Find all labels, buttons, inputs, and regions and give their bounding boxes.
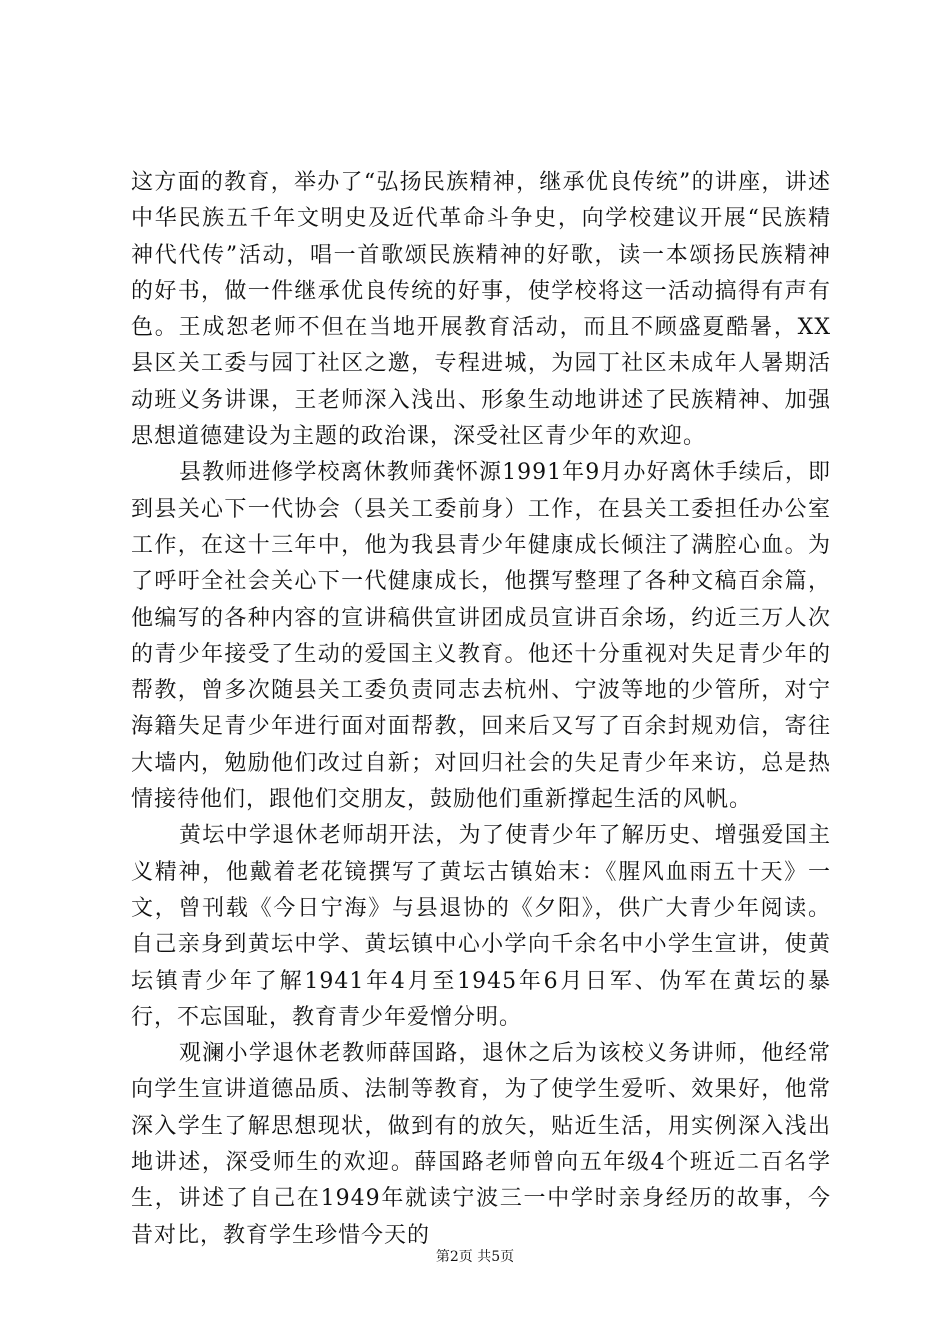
paragraph-4: 观澜小学退休老教师薛国路，退休之后为该校义务讲师，他经常向学生宣讲道德品质、法制等教育，为了使学生爱听、效果好，他常深入学生了解思想现状，做到有的放矢，贴近生活，用实例深入浅出地讲述，深受师生的欢迎。薛国路老师曾向五年级4个班近二百名学生，讲述了自己在1949年就读宁波三一中学时亲身经历的故事，今昔对比，教育学生珍惜今天的 bbox=[131, 1041, 831, 1248]
page-footer bbox=[0, 1247, 950, 1267]
paragraph-2: 县教师进修学校离休教师龚怀源1991年9月办好离休手续后，即到县关心下一代协会（县关工委前身）工作，在县关工委担任办公室工作，在这十三年中，他为我县青少年健康成长倾注了满腔心血。为了呼吁全社会关心下一代健康成长，他撰写整理了各种文稿百余篇，他编写的各种内容的宣讲稿供宣讲团成员宣讲百余场，约近三万人次的青少年接受了生动的爱国主义教育。他还十分重视对失足青少年的帮教，曾多次随县关工委负责同志去杭州、宁波等地的少管所，对宁海籍失足青少年进行面对面帮教，回来后又写了百余封规劝信，寄往大墙内，勉励他们改过自新；对回归社会的失足青少年来访，总是热情接待他们，跟他们交朋友，鼓励他们重新撑起生活的风帆。 bbox=[131, 460, 831, 813]
paragraph-3: 黄坛中学退休老师胡开法，为了使青少年了解历史、增强爱国主义精神，他戴着老花镜撰写了黄坛古镇始末：《腥风血雨五十天》一文，曾刊载《今日宁海》与县退协的《夕阳》，供广大青少年阅读。自己亲身到黄坛中学、黄坛镇中心小学向千余名中小学生宣讲，使黄坛镇青少年了解1941年4月至1945年6月日军、伪军在黄坛的暴行，不忘国耻，教育青少年爱憎分明。 bbox=[131, 823, 831, 1030]
page-number-label: 第2页 共5页 bbox=[435, 1249, 515, 1265]
paragraph-1: 这方面的教育，举办了“弘扬民族精神，继承优良传统”的讲座，讲述中华民族五千年文明史及近代革命斗争史，向学校建议开展“民族精神代代传”活动，唱一首歌颂民族精神的好歌，读一本颂扬民族精神的好书，做一件继承优良传统的好事，使学校将这一活动搞得有声有色。王成恕老师不但在当地开展教育活动，而且不顾盛夏酷暑，XX县区关工委与园丁社区之邀，专程进城，为园丁社区未成年人暑期活动班义务讲课，王老师深入浅出、形象生动地讲述了民族精神、加强思想道德建设为主题的政治课，深受社区青少年的欢迎。 bbox=[131, 170, 831, 450]
document-body bbox=[131, 165, 831, 1254]
